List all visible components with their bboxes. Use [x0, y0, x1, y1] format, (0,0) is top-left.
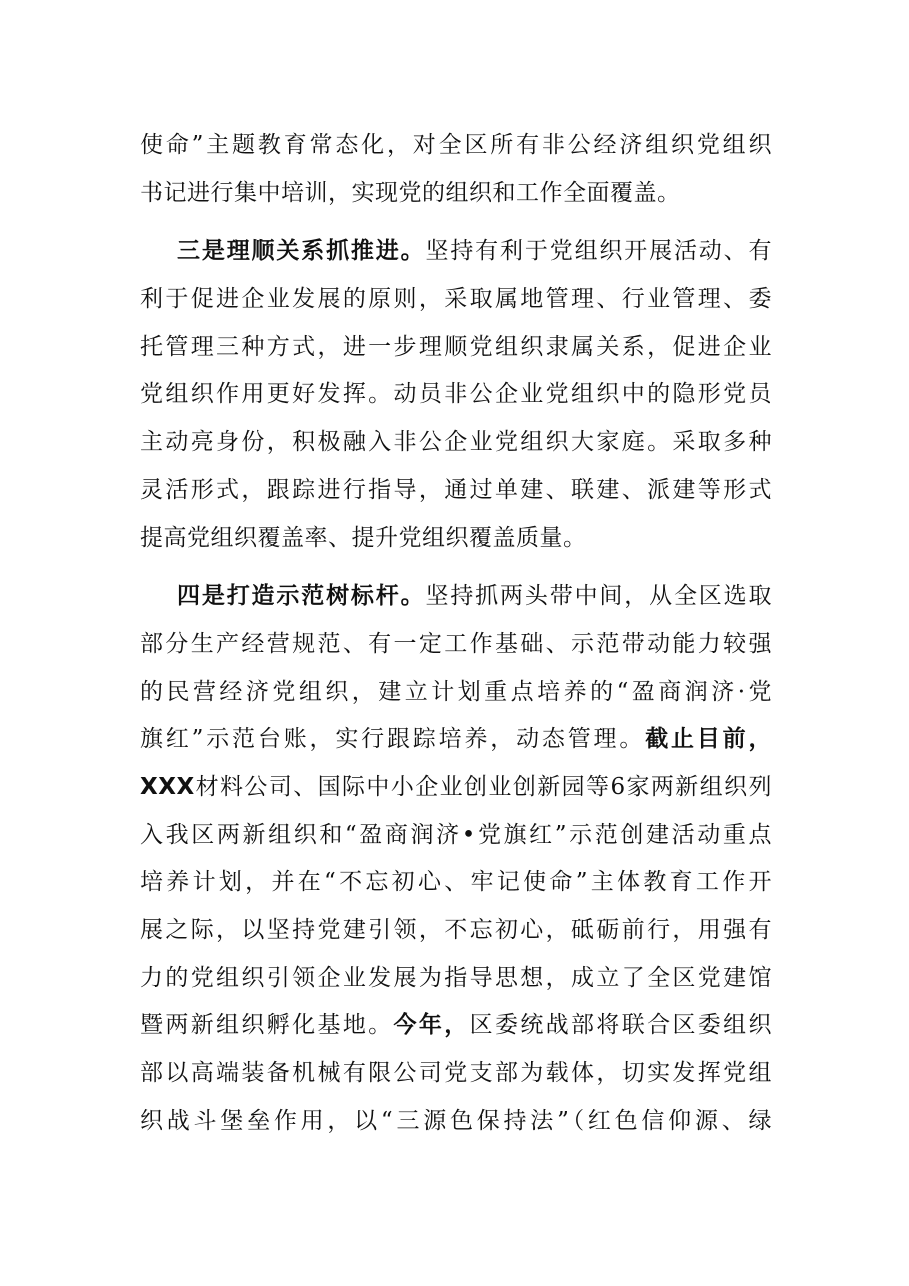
text-segment: 书记进行集中培训，实现党的组织和工作全面覆盖。 [140, 179, 681, 206]
text-line [140, 573, 772, 621]
text-segment: 部以高端装备机械有限公司党支部为载体，切实发挥党组 [140, 1060, 772, 1087]
paragraph-four [140, 573, 772, 1145]
text-segment: 旗红”示范台账，实行跟踪培养，动态管理。 [140, 726, 646, 753]
text-line [140, 764, 772, 812]
text-segment: 的民营经济党组织，建立计划重点培养的“盈商润济·党 [140, 678, 772, 705]
text-line [140, 859, 772, 907]
paragraph-three [140, 228, 772, 562]
bold-phrase: XXX [140, 773, 195, 800]
text-segment: 托管理三种方式，进一步理顺党组织隶属关系，促进企业 [140, 333, 772, 360]
text-line [140, 716, 772, 764]
text-segment: 织战斗堡垒作用，以“三源色保持法”（红色信仰源、绿 [140, 1107, 772, 1134]
text-line [140, 515, 772, 563]
text-line [140, 228, 772, 276]
text-line [140, 1002, 772, 1050]
text-line [140, 907, 772, 955]
text-line [140, 621, 772, 669]
text-line [140, 324, 772, 372]
text-segment: 力的党组织引领企业发展为指导思想，成立了全区党建馆 [140, 964, 772, 991]
text-segment: 坚持有利于党组织开展活动、有 [425, 238, 772, 265]
text-line [140, 669, 772, 717]
text-segment: 暨两新组织孵化基地。 [140, 1012, 394, 1039]
text-line [140, 371, 772, 419]
text-segment: 材料公司、国际中小企业创业创新园等6家两新组织列 [194, 773, 772, 800]
text-segment: 提高党组织覆盖率、提升党组织覆盖质量。 [140, 524, 587, 551]
text-line [140, 1098, 772, 1146]
text-segment: 部分生产经营规范、有一定工作基础、示范带动能力较强 [140, 630, 772, 657]
paragraph-continuation [140, 122, 772, 217]
text-segment: 培养计划，并在“不忘初心、牢记使命”主体教育工作开 [140, 869, 772, 896]
text-segment: 灵活形式，跟踪进行指导，通过单建、联建、派建等形式 [140, 476, 772, 503]
text-line [140, 467, 772, 515]
text-segment: 主动亮身份，积极融入非公企业党组织大家庭。采取多种 [140, 429, 772, 456]
document-body [140, 122, 772, 1145]
bold-phrase: 截止目前， [645, 726, 772, 753]
text-segment: 党组织作用更好发挥。动员非公企业党组织中的隐形党员 [140, 381, 772, 408]
text-segment: 区委统战部将联合区委组织 [469, 1012, 772, 1039]
paragraph-heading: 四是打造示范树标杆。 [177, 583, 426, 610]
text-line [140, 276, 772, 324]
text-segment: 入我区两新组织和“盈商润济•党旗红”示范创建活动重点 [140, 821, 772, 848]
text-line [140, 419, 772, 467]
text-line [140, 122, 772, 170]
text-line [140, 1050, 772, 1098]
text-line [140, 955, 772, 1003]
text-line [140, 812, 772, 860]
text-segment: 使命”主题教育常态化，对全区所有非公经济组织党组织 [140, 132, 772, 158]
text-segment: 坚持抓两头带中间，从全区选取 [425, 583, 772, 610]
text-line [140, 170, 772, 218]
bold-phrase: 今年， [393, 1012, 470, 1039]
paragraph-heading: 三是理顺关系抓推进。 [177, 238, 426, 265]
text-segment: 展之际，以坚持党建引领，不忘初心，砥砺前行，用强有 [140, 917, 772, 943]
text-segment: 利于促进企业发展的原则，采取属地管理、行业管理、委 [140, 286, 772, 313]
